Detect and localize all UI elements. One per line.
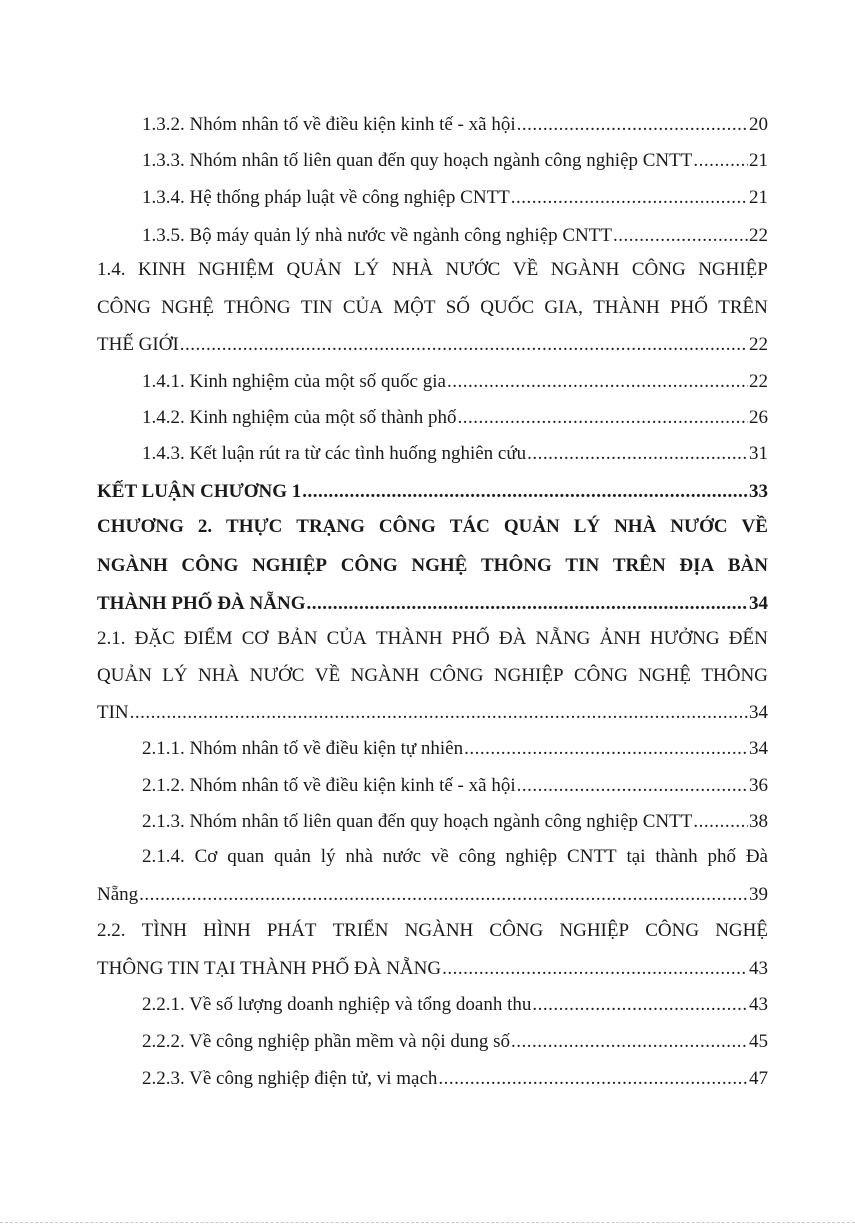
toc-entry-title: 2.2.1. Về số lượng doanh nghiệp và tổng doanh thu: [142, 994, 532, 1015]
toc-page-number: 38: [749, 811, 768, 832]
word: THỰC: [226, 516, 283, 537]
word: lý: [320, 846, 336, 867]
word: NGÀNH: [550, 259, 620, 280]
toc-entry: [0, 993, 855, 1023]
toc-heading-line: [0, 919, 855, 949]
justified-line: [97, 664, 768, 688]
word: CÔNG: [97, 297, 151, 318]
word: ĐIỂM: [184, 628, 233, 649]
justified-line: [97, 919, 768, 943]
word: tại: [626, 846, 646, 867]
dot-leader: [517, 774, 748, 798]
word: TRIỂN: [332, 920, 389, 941]
toc-heading-line: [0, 664, 855, 694]
justified-line: [97, 258, 768, 282]
dot-leader: [442, 957, 748, 981]
word: NGHỆ: [411, 555, 468, 576]
word: CÔNG: [645, 920, 700, 941]
dot-leader: [180, 333, 748, 357]
word: NGHỆ: [161, 297, 214, 318]
word: nước: [382, 846, 422, 867]
toc-entry: [0, 224, 855, 254]
word: NẴNG: [535, 628, 591, 649]
word: PHỐ: [669, 297, 708, 318]
justified-line: [97, 627, 768, 651]
dot-leader: [447, 370, 748, 394]
word: MỘT: [393, 297, 436, 318]
word: TIN: [565, 555, 600, 576]
word: CÔNG: [340, 555, 398, 576]
toc-entry: [0, 810, 855, 840]
word: TRÊN: [718, 297, 768, 318]
word: CHƯƠNG: [97, 516, 184, 537]
toc-entry-title: THẾ GIỚI: [97, 334, 179, 355]
toc-page-number: 20: [749, 114, 768, 135]
word: BÀN: [727, 555, 768, 576]
word: NƯỚC: [445, 259, 501, 280]
word: BẢN: [277, 628, 318, 649]
word: 2.: [197, 516, 213, 537]
toc-entry-title: THÔNG TIN TẠI THÀNH PHỐ ĐÀ NẴNG: [97, 958, 442, 979]
word: CƠ: [241, 628, 269, 649]
dot-leader: [464, 737, 748, 761]
word: QUẢN: [503, 516, 560, 537]
word: LÝ: [162, 665, 188, 686]
toc-heading-line: [0, 258, 855, 288]
toc-page-number: 31: [749, 443, 768, 464]
word: CỦA: [342, 297, 383, 318]
toc-heading-line: [0, 296, 855, 326]
word: VỀ: [741, 516, 768, 537]
word: thành: [655, 846, 698, 867]
word: TÁC: [449, 516, 490, 537]
word: quản: [274, 846, 311, 867]
toc-entry-title: 2.1.2. Nhóm nhân tố về điều kiện kinh tế - xã hội: [142, 775, 516, 796]
word: NGHỆ: [715, 920, 768, 941]
toc-page-number: 21: [749, 150, 768, 171]
toc-entry-title: KẾT LUẬN CHƯƠNG 1: [97, 481, 302, 502]
word: THÔNG: [224, 297, 291, 318]
dot-leader: [458, 406, 748, 430]
word: THÀNH: [375, 628, 443, 649]
toc-page-number: 43: [749, 994, 768, 1015]
toc-page-number: 22: [749, 225, 768, 246]
word: 1.4.: [97, 259, 126, 280]
toc-entry-title: 1.4.2. Kinh nghiệm của một số thành phố: [142, 407, 457, 428]
dot-leader: [511, 186, 748, 210]
word: CÔNG: [181, 555, 239, 576]
word: SỐ: [445, 297, 471, 318]
dot-leader: [693, 810, 748, 834]
toc-entry-title: 2.2.3. Về công nghiệp điện tử, vi mạch: [142, 1068, 438, 1089]
toc-entry: [0, 149, 855, 179]
word: THÀNH: [593, 297, 660, 318]
word: TRẠNG: [296, 516, 365, 537]
toc-entry-title: 1.3.5. Bộ máy quản lý nhà nước về ngành công nghiệp CNTT: [142, 225, 612, 246]
justified-line: [97, 515, 768, 539]
toc-entry: [0, 701, 855, 731]
word: NGÀNH: [97, 555, 168, 576]
word: CÔNG: [631, 259, 686, 280]
word: THÔNG: [481, 555, 552, 576]
dot-leader: [613, 224, 748, 248]
toc-entry: [0, 370, 855, 400]
toc-page-number: 47: [749, 1068, 768, 1089]
toc-heading-line: [0, 515, 855, 545]
toc-page-number: 43: [749, 958, 768, 979]
toc-page-number: 36: [749, 775, 768, 796]
word: NGHIỆP: [559, 920, 630, 941]
dot-leader: [130, 701, 748, 725]
word: TÌNH: [141, 920, 188, 941]
word: TRÊN: [612, 555, 666, 576]
toc-page-number: 21: [749, 187, 768, 208]
word: CÔNG: [429, 665, 484, 686]
word: 2.1.4.: [142, 846, 185, 867]
toc-entry: [0, 957, 855, 987]
word: ĐỊA: [679, 555, 715, 576]
dot-leader: [517, 113, 748, 137]
dot-leader: [306, 592, 748, 616]
word: NƯỚC: [670, 516, 728, 537]
word: LÝ: [573, 516, 601, 537]
toc-entry-title: 1.4.1. Kinh nghiệm của một số quốc gia: [142, 371, 446, 392]
word: nghiệp: [505, 846, 558, 867]
word: NGHIỆP: [698, 259, 768, 280]
toc-entry-title: THÀNH PHỐ ĐÀ NẴNG: [97, 593, 306, 614]
word: THÔNG: [701, 665, 768, 686]
toc-entry: [0, 333, 855, 363]
toc-page-number: 34: [749, 738, 768, 759]
toc-entry-title: 1.3.3. Nhóm nhân tố liên quan đến quy hoạch ngành công nghiệp CNTT: [142, 150, 693, 171]
toc-entry: [0, 774, 855, 804]
toc-entry-title: 1.4.3. Kết luận rút ra từ các tình huống nghiên cứu: [142, 443, 527, 464]
word: NƯỚC: [249, 665, 305, 686]
word: quan: [227, 846, 265, 867]
word: về: [430, 846, 449, 867]
toc-heading-line: [0, 554, 855, 584]
word: 2.2.: [97, 920, 126, 941]
toc-entry: [0, 480, 855, 510]
word: QUẢN: [97, 665, 152, 686]
toc-entry-title: 2.1.3. Nhóm nhân tố liên quan đến quy hoạch ngành công nghiệp CNTT: [142, 811, 693, 832]
word: CÔNG: [573, 665, 628, 686]
word: HÌNH: [203, 920, 251, 941]
word: NGÀNH: [404, 920, 474, 941]
word: NHÀ: [614, 516, 657, 537]
dot-leader: [438, 1067, 748, 1091]
toc-entry: [0, 113, 855, 143]
word: HƯỞNG: [649, 628, 720, 649]
word: ĐÀ: [498, 628, 527, 649]
toc-entry-title: 1.3.4. Hệ thống pháp luật về công nghiệp CNTT: [142, 187, 510, 208]
toc-entry: [0, 592, 855, 622]
toc-entry: [0, 883, 855, 913]
word: nhà: [345, 846, 373, 867]
word: phố: [707, 846, 736, 867]
toc-entry: [0, 186, 855, 216]
word: LÝ: [353, 259, 380, 280]
toc-entry: [0, 1030, 855, 1060]
word: NHÀ: [198, 665, 240, 686]
toc-heading-line: [0, 845, 855, 875]
word: NHÀ: [391, 259, 433, 280]
word: NGHIỆP: [252, 555, 328, 576]
toc-entry: [0, 406, 855, 436]
word: NGHIỆP: [493, 665, 564, 686]
word: 2.1.: [97, 628, 126, 649]
word: VỀ: [314, 665, 341, 686]
word: CNTT: [567, 846, 617, 867]
word: ĐẾN: [728, 628, 768, 649]
word: PHỐ: [451, 628, 490, 649]
toc-page-number: 26: [749, 407, 768, 428]
word: NGHỆ: [638, 665, 691, 686]
word: GIA,: [544, 297, 583, 318]
toc-entry-title: Nẵng: [97, 884, 139, 905]
toc-entry-title: TIN: [97, 702, 129, 723]
word: ẢNH: [599, 628, 641, 649]
dot-leader: [139, 883, 748, 907]
word: Cơ: [194, 846, 218, 867]
toc-page-number: 45: [749, 1031, 768, 1052]
toc-heading-line: [0, 627, 855, 657]
toc-page-number: 33: [749, 481, 768, 502]
word: công: [458, 846, 496, 867]
word: TIN: [300, 297, 333, 318]
word: ĐẶC: [134, 628, 175, 649]
word: KINH: [138, 259, 186, 280]
word: CỦA: [326, 628, 367, 649]
toc-entry: [0, 442, 855, 472]
toc-page-number: 39: [749, 884, 768, 905]
dot-leader: [511, 1030, 748, 1054]
dot-leader: [302, 480, 748, 504]
word: CÔNG: [489, 920, 544, 941]
dot-leader: [693, 149, 748, 173]
word: NGÀNH: [350, 665, 420, 686]
toc-page-number: 34: [749, 593, 768, 614]
word: PHÁT: [266, 920, 317, 941]
toc-entry: [0, 737, 855, 767]
word: QUỐC: [480, 297, 535, 318]
justified-line: [97, 554, 768, 578]
justified-line: [97, 296, 768, 320]
word: NGHIỆM: [198, 259, 275, 280]
page-bottom-edge: [0, 1222, 855, 1224]
justified-line: [142, 845, 768, 869]
toc-entry-title: 2.2.2. Về công nghiệp phần mềm và nội dung số: [142, 1031, 510, 1052]
toc-entry-title: 2.1.1. Nhóm nhân tố về điều kiện tự nhiên: [142, 738, 464, 759]
toc-entry: [0, 1067, 855, 1097]
word: Đà: [745, 846, 768, 867]
dot-leader: [527, 442, 748, 466]
word: CÔNG: [378, 516, 436, 537]
toc-page-number: 22: [749, 334, 768, 355]
dot-leader: [532, 993, 748, 1017]
word: VỀ: [512, 259, 539, 280]
toc-entry-title: 1.3.2. Nhóm nhân tố về điều kiện kinh tế - xã hội: [142, 114, 516, 135]
word: QUẢN: [286, 259, 342, 280]
toc-page-number: 22: [749, 371, 768, 392]
toc-page-number: 34: [749, 702, 768, 723]
